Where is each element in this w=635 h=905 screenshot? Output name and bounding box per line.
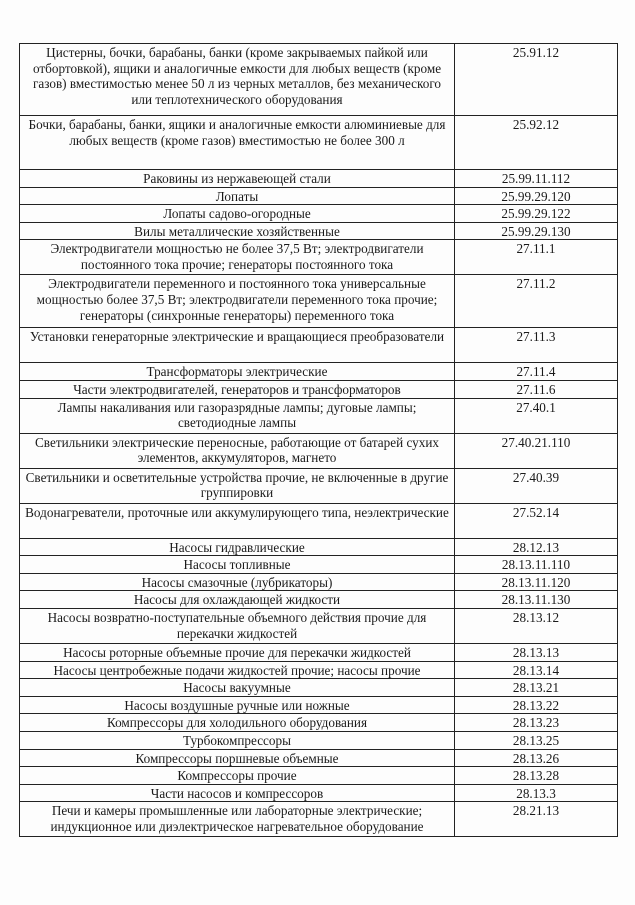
code-cell: 28.13.11.110 <box>455 556 618 574</box>
product-name-cell: Лопаты садово-огородные <box>20 205 455 223</box>
code-cell: 28.13.14 <box>455 661 618 679</box>
product-name-cell: Электродвигатели мощностью не более 37,5 Вт; электродвигатели постоянного тока прочие; генераторы постоянного тока <box>20 240 455 275</box>
code-cell: 27.52.14 <box>455 503 618 538</box>
product-name-cell: Установки генераторные электрические и вращающиеся преобразователи <box>20 328 455 363</box>
table-row <box>20 468 618 503</box>
product-name-cell: Насосы гидравлические <box>20 538 455 556</box>
table-row <box>20 661 618 679</box>
table-row <box>20 679 618 697</box>
product-name-cell: Лампы накаливания или газоразрядные лампы; дуговые лампы; светодиодные лампы <box>20 398 455 433</box>
code-cell: 28.13.13 <box>455 643 618 661</box>
code-cell: 27.40.1 <box>455 398 618 433</box>
table-row <box>20 328 618 363</box>
table-row <box>20 556 618 574</box>
table-row <box>20 433 618 468</box>
code-cell: 28.13.11.130 <box>455 591 618 609</box>
product-name-cell: Светильники и осветительные устройства прочие, не включенные в другие группировки <box>20 468 455 503</box>
code-cell: 28.13.25 <box>455 731 618 749</box>
product-name-cell: Насосы для охлаждающей жидкости <box>20 591 455 609</box>
product-name-cell: Лопаты <box>20 187 455 205</box>
product-name-cell: Электродвигатели переменного и постоянного тока универсальные мощностью более 37,5 Вт; электродвигатели переменного тока прочие; генераторы (синхронные генераторы) переменного тока <box>20 275 455 328</box>
code-cell: 28.13.23 <box>455 714 618 732</box>
product-name-cell: Насосы смазочные (лубрикаторы) <box>20 573 455 591</box>
code-cell: 27.11.2 <box>455 275 618 328</box>
product-name-cell: Части насосов и компрессоров <box>20 784 455 802</box>
code-cell: 25.99.29.122 <box>455 205 618 223</box>
code-cell: 28.13.11.120 <box>455 573 618 591</box>
code-cell: 27.40.39 <box>455 468 618 503</box>
table-row <box>20 784 618 802</box>
product-name-cell: Бочки, барабаны, банки, ящики и аналогичные емкости алюминиевые для любых веществ (кроме газов) вместимостью не более 300 л <box>20 116 455 170</box>
product-name-cell: Насосы роторные объемные прочие для перекачки жидкостей <box>20 643 455 661</box>
code-cell: 28.13.12 <box>455 608 618 643</box>
product-name-cell: Части электродвигателей, генераторов и трансформаторов <box>20 380 455 398</box>
code-cell: 25.99.29.120 <box>455 187 618 205</box>
table-row <box>20 802 618 837</box>
code-cell: 25.91.12 <box>455 44 618 116</box>
code-cell: 28.13.22 <box>455 696 618 714</box>
product-name-cell: Насосы центробежные подачи жидкостей прочие; насосы прочие <box>20 661 455 679</box>
product-name-cell: Трансформаторы электрические <box>20 363 455 381</box>
product-name-cell: Турбокомпрессоры <box>20 731 455 749</box>
table-row <box>20 170 618 188</box>
table-row <box>20 240 618 275</box>
table-row <box>20 608 618 643</box>
table-row <box>20 44 618 116</box>
product-name-cell: Компрессоры для холодильного оборудования <box>20 714 455 732</box>
product-name-cell: Насосы воздушные ручные или ножные <box>20 696 455 714</box>
table-row <box>20 714 618 732</box>
product-name-cell: Водонагреватели, проточные или аккумулирующего типа, неэлектрические <box>20 503 455 538</box>
table-row <box>20 503 618 538</box>
table-row <box>20 767 618 785</box>
code-cell: 28.21.13 <box>455 802 618 837</box>
table-row <box>20 187 618 205</box>
table-row <box>20 222 618 240</box>
product-name-cell: Компрессоры поршневые объемные <box>20 749 455 767</box>
code-cell: 27.11.3 <box>455 328 618 363</box>
code-cell: 27.11.1 <box>455 240 618 275</box>
product-name-cell: Насосы топливные <box>20 556 455 574</box>
code-cell: 28.13.21 <box>455 679 618 697</box>
code-cell: 28.13.26 <box>455 749 618 767</box>
product-name-cell: Вилы металлические хозяйственные <box>20 222 455 240</box>
product-name-cell: Насосы вакуумные <box>20 679 455 697</box>
table-row <box>20 116 618 170</box>
code-cell: 28.13.3 <box>455 784 618 802</box>
table-row <box>20 380 618 398</box>
product-name-cell: Светильники электрические переносные, работающие от батарей сухих элементов, аккумуляторов, магнето <box>20 433 455 468</box>
code-cell: 27.40.21.110 <box>455 433 618 468</box>
classification-table <box>19 43 618 837</box>
table-row <box>20 749 618 767</box>
product-name-cell: Насосы возвратно-поступательные объемного действия прочие для перекачки жидкостей <box>20 608 455 643</box>
product-name-cell: Цистерны, бочки, барабаны, банки (кроме закрываемых пайкой или отбортовкой), ящики и аналогичные емкости для любых веществ (кроме газов) вместимостью менее 50 л из черных металлов, без механического или теплотехнического оборудования <box>20 44 455 116</box>
table-row <box>20 696 618 714</box>
table-row <box>20 731 618 749</box>
code-cell: 25.99.29.130 <box>455 222 618 240</box>
code-cell: 28.13.28 <box>455 767 618 785</box>
code-cell: 27.11.6 <box>455 380 618 398</box>
code-cell: 27.11.4 <box>455 363 618 381</box>
code-cell: 25.92.12 <box>455 116 618 170</box>
product-name-cell: Раковины из нержавеющей стали <box>20 170 455 188</box>
table-row <box>20 205 618 223</box>
table-row <box>20 538 618 556</box>
table-row <box>20 591 618 609</box>
code-cell: 28.12.13 <box>455 538 618 556</box>
table-row <box>20 398 618 433</box>
table-row <box>20 275 618 328</box>
table-row <box>20 363 618 381</box>
table-row <box>20 643 618 661</box>
product-name-cell: Печи и камеры промышленные или лабораторные электрические; индукционное или диэлектрическое нагревательное оборудование <box>20 802 455 837</box>
code-cell: 25.99.11.112 <box>455 170 618 188</box>
table-row <box>20 573 618 591</box>
product-name-cell: Компрессоры прочие <box>20 767 455 785</box>
